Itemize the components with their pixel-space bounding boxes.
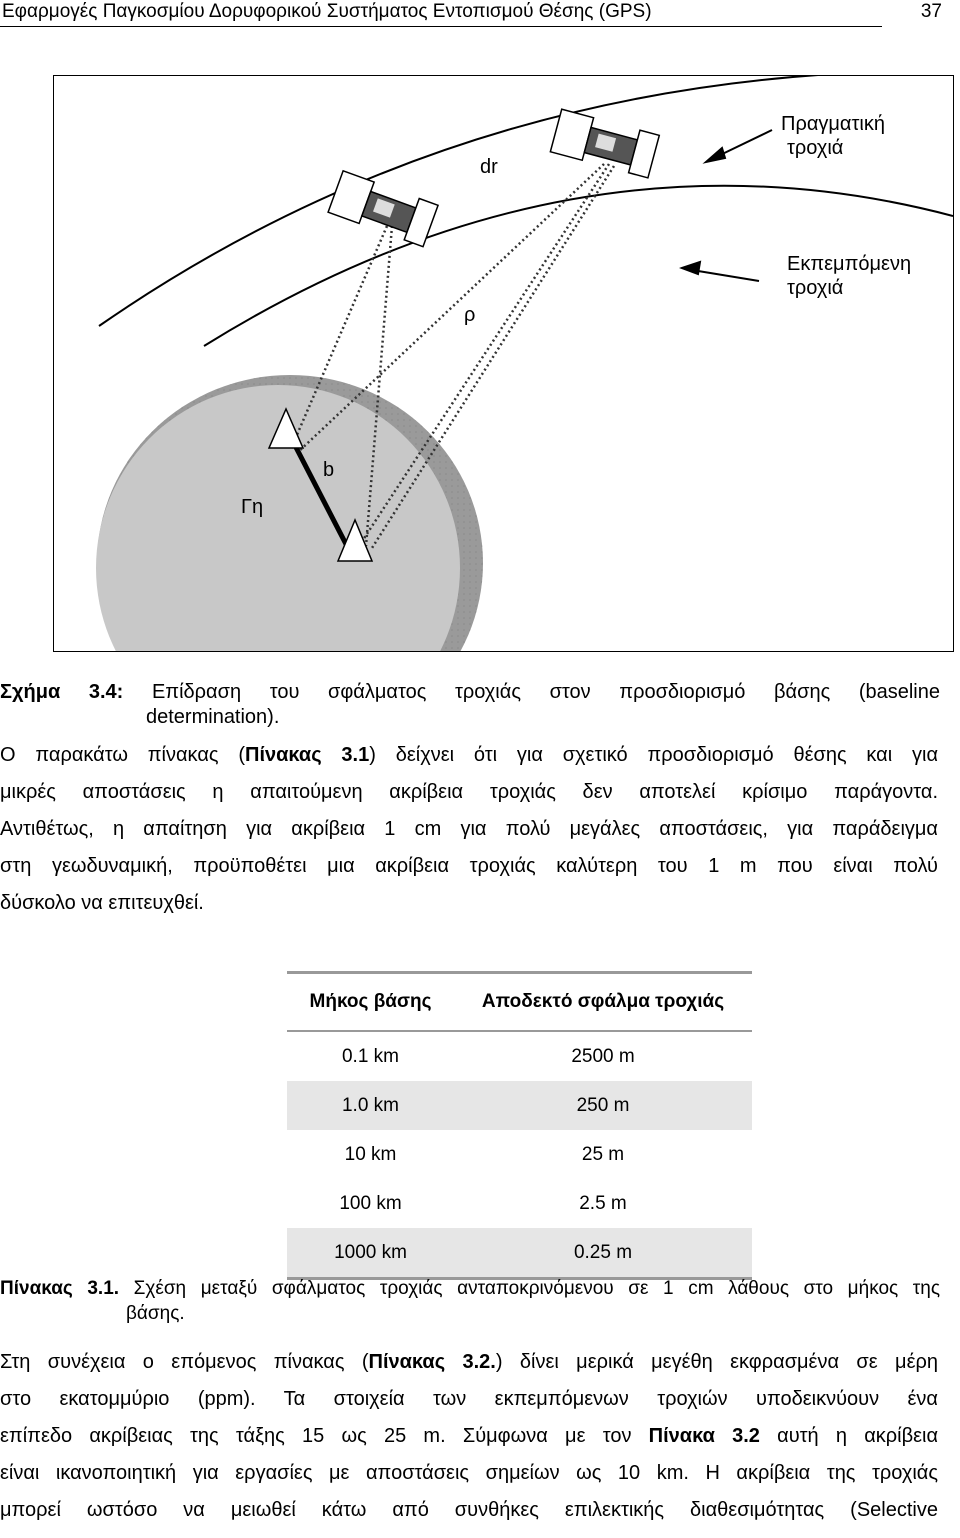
label-true-orbit-1: Πραγματική	[781, 113, 885, 135]
table-row	[287, 1228, 752, 1279]
table-row	[287, 1179, 752, 1228]
table-caption-number: Πίνακας 3.1.	[0, 1278, 120, 1299]
table-cell: 250 m	[454, 1081, 752, 1130]
paragraph-2-line: στο εκατομμύριο (ppm). Τα στοιχεία των εκπεμπόμενων τροχιών υποδεικνύουν ένα	[0, 1388, 938, 1410]
orbit-error-figure	[53, 75, 954, 652]
page-header	[0, 0, 942, 27]
paragraph-2-line: μπορεί ωστόσο να μειωθεί κάτω από συνθήκες επιλεκτικής διαθεσιμότητας (Selective	[0, 1499, 938, 1521]
label-true-orbit-2: τροχιά	[787, 137, 844, 159]
label-broadcast-orbit-1: Εκπεμπόμενη	[787, 253, 912, 275]
header-title: Εφαρμογές Παγκοσμίου Δορυφορικού Συστήματος Εντοπισμού Θέσης (GPS)	[2, 1, 652, 22]
table-cell: 0.25 m	[454, 1228, 752, 1279]
paragraph-2-text: Στη συνέχεια ο επόμενος πίνακας (	[0, 1351, 369, 1373]
paragraph-2-text: επίπεδο ακρίβειας της τάξης 15 ως 25 m. Σύμφωνα με τον	[0, 1425, 649, 1447]
table-cell: 1.0 km	[287, 1081, 454, 1130]
figure-caption	[0, 680, 940, 730]
table-row	[287, 1081, 752, 1130]
label-earth: Γη	[241, 496, 264, 518]
label-rho: ρ	[464, 304, 476, 326]
table-cell: 100 km	[339, 1192, 402, 1214]
paragraph-2-text: αυτή η ακρίβεια	[759, 1425, 939, 1447]
figure-caption-continuation: determination).	[146, 706, 280, 728]
table-header-row	[287, 973, 752, 1032]
paragraph-1-line: στη γεωδυναμική, προϋποθέτει μια ακρίβεια τροχιάς καλύτερη του 1 m που είναι πολύ	[0, 855, 938, 877]
satellite-icon	[550, 109, 659, 178]
paragraph-1-text: ) δείχνει ότι για σχετικό προσδιορισμό θέσης και για	[369, 744, 939, 766]
label-dr: dr	[480, 156, 498, 178]
table-reference: Πίνακας 3.1	[245, 744, 370, 766]
paragraph-2-line: είναι ικανοποιητική για εργασίες με αποστάσεις σημείων ως 10 km. Η ακρίβεια της τροχιάς	[0, 1462, 938, 1484]
label-broadcast-orbit-2: τροχιά	[787, 277, 844, 299]
paragraph-2	[0, 1344, 938, 1529]
table-row	[287, 1130, 752, 1179]
orbit-accuracy-table	[287, 971, 752, 1280]
table-caption	[0, 1276, 940, 1326]
table-cell: 1000 km	[287, 1228, 454, 1279]
paragraph-1-line: Αντιθέτως, η απαίτηση για ακρίβεια 1 cm για πολύ μεγάλες αποστάσεις, για παράδειγμα	[0, 818, 938, 840]
table-cell: 2500 m	[571, 1045, 635, 1067]
paragraph-1-line: μικρές αποστάσεις η απαιτούμενη ακρίβεια τροχιάς δεν αποτελεί κρίσιμο παράγοντα.	[0, 781, 938, 803]
figure-drawing	[54, 76, 953, 651]
table-caption-continuation: βάσης.	[126, 1303, 185, 1324]
table-cell: 0.1 km	[341, 1045, 400, 1067]
table-caption-text: Σχέση μεταξύ σφάλματος τροχιάς ανταποκρινόμενου σε 1 cm λάθους στο μήκος της	[133, 1278, 941, 1299]
paragraph-2-text: ) δίνει μερικά μεγέθη εκφρασμένα σε μέρη	[495, 1351, 938, 1373]
figure-caption-text: Επίδραση του σφάλματος τροχιάς στον προσδιορισμό βάσης (baseline	[151, 681, 940, 703]
paragraph-1-text: Ο παρακάτω πίνακας (	[0, 744, 245, 766]
label-b: b	[323, 459, 335, 481]
table-row	[287, 1031, 752, 1081]
paragraph-1-line: δύσκολο να επιτευχθεί.	[0, 892, 204, 914]
column-header: Μήκος βάσης	[287, 973, 454, 1032]
figure-caption-number: Σχήμα 3.4:	[0, 681, 124, 703]
column-header: Αποδεκτό σφάλμα τροχιάς	[454, 973, 752, 1032]
table-reference: Πίνακα 3.2	[648, 1425, 760, 1447]
label-arrows	[682, 130, 772, 281]
table-reference: Πίνακας 3.2.	[368, 1351, 496, 1373]
paragraph-1	[0, 737, 938, 922]
page-number: 37	[920, 1, 942, 22]
table-cell: 2.5 m	[579, 1192, 627, 1214]
table-cell: 10 km	[344, 1143, 397, 1165]
table-cell: 25 m	[581, 1143, 625, 1165]
